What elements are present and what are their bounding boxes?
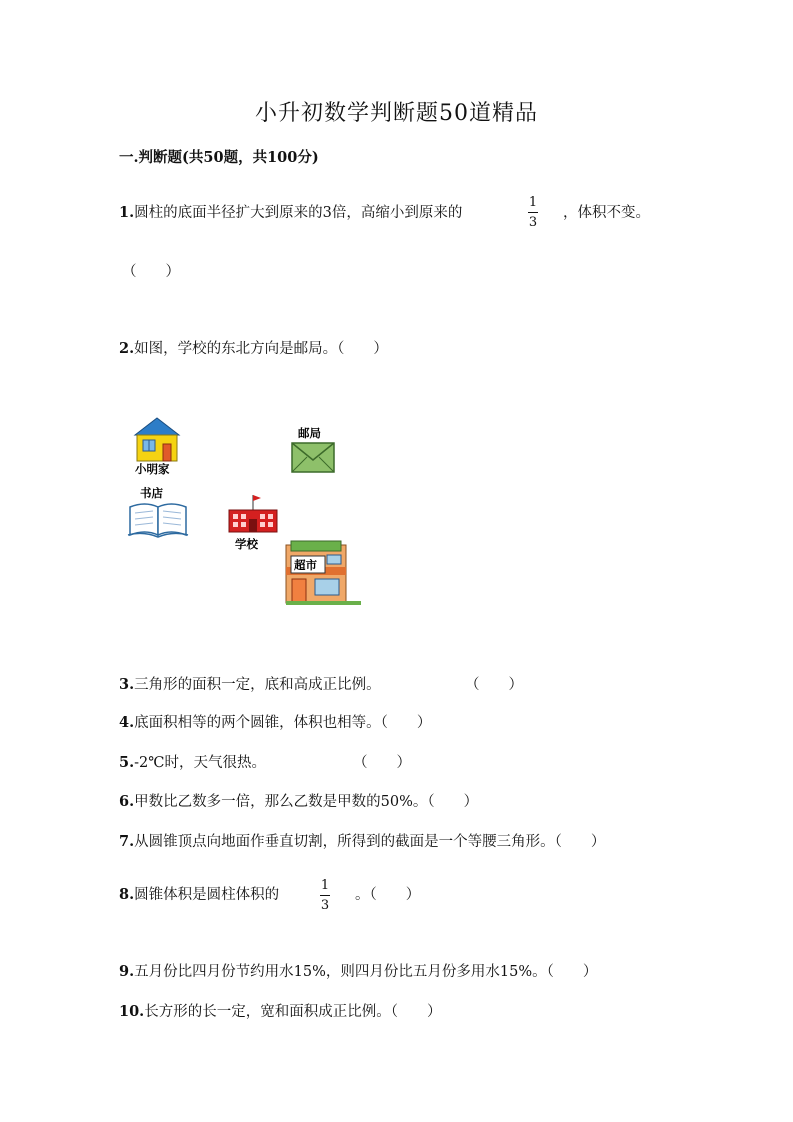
question-5 <box>119 751 266 772</box>
question-number: 4. <box>119 714 135 731</box>
fraction <box>528 196 538 229</box>
map-label-school: 学校 <box>235 537 258 551</box>
answer-parentheses: （ ） <box>122 264 180 280</box>
fraction-bar <box>320 895 330 896</box>
question-text: 底面积相等的两个圆锥，体积也相等。（ ） <box>134 715 432 731</box>
page-title: 小升初数学判断题50道精品 <box>255 101 538 126</box>
fraction-numerator: 1 <box>528 195 538 210</box>
question-text: 长方形的长一定，宽和面积成正比例。（ ） <box>144 1004 442 1020</box>
question-text: 如图，学校的东北方向是邮局。（ ） <box>134 341 388 357</box>
section-header: 一.判断题(共50题，共100分) <box>119 149 319 166</box>
question-7 <box>119 830 605 851</box>
question-10 <box>119 1000 441 1021</box>
fraction-denominator: 3 <box>320 898 330 913</box>
question-text-continued: ，体积不变。 <box>563 205 650 221</box>
map-label-post: 邮局 <box>298 426 321 440</box>
fraction-numerator: 1 <box>320 878 330 893</box>
question-text: 甲数比乙数多一倍，那么乙数是甲数的50%。（ ） <box>134 794 479 810</box>
fraction-bar <box>528 212 538 213</box>
school-icon <box>229 495 277 532</box>
question-text: 从圆锥顶点向地面作垂直切割，所得到的截面是一个等腰三角形。（ ） <box>134 834 606 850</box>
question-text: 三角形的面积一定，底和高成正比例。 <box>134 677 381 693</box>
question-text: 五月份比四月份节约用水15%，则四月份比五月份多用水15%。（ ） <box>134 964 598 980</box>
question-3 <box>119 673 381 694</box>
question-text: 圆锥体积是圆柱体积的 <box>134 887 280 903</box>
question-6 <box>119 790 478 811</box>
map-label-market: 超市 <box>294 558 317 572</box>
envelope-icon <box>292 443 334 472</box>
question-number: 10. <box>119 1003 145 1020</box>
question-number: 7. <box>119 833 135 850</box>
map-label-home: 小明家 <box>135 462 170 476</box>
question-8 <box>119 883 279 904</box>
question-text-continued: 。（ ） <box>355 887 421 903</box>
question-number: 1. <box>119 204 135 221</box>
answer-parentheses: （ ） <box>353 755 411 771</box>
question-number: 8. <box>119 886 135 903</box>
question-2 <box>119 337 388 358</box>
question-number: 2. <box>119 340 135 357</box>
fraction <box>320 879 330 912</box>
house-icon <box>135 418 179 461</box>
question-text: -2℃时，天气很热。 <box>134 755 266 771</box>
question-1 <box>119 201 462 222</box>
answer-parentheses: （ ） <box>465 677 523 693</box>
question-4 <box>119 711 431 732</box>
question-number: 9. <box>119 963 135 980</box>
supermarket-icon <box>286 541 361 605</box>
question-text: 圆柱的底面半径扩大到原来的3倍，高缩小到原来的 <box>134 205 463 221</box>
question-number: 3. <box>119 676 135 693</box>
map-label-book: 书店 <box>140 486 163 500</box>
question-number: 6. <box>119 793 135 810</box>
book-icon <box>128 504 188 537</box>
question-9 <box>119 960 597 981</box>
fraction-denominator: 3 <box>528 215 538 230</box>
question-number: 5. <box>119 754 135 771</box>
map-figure <box>125 415 365 610</box>
